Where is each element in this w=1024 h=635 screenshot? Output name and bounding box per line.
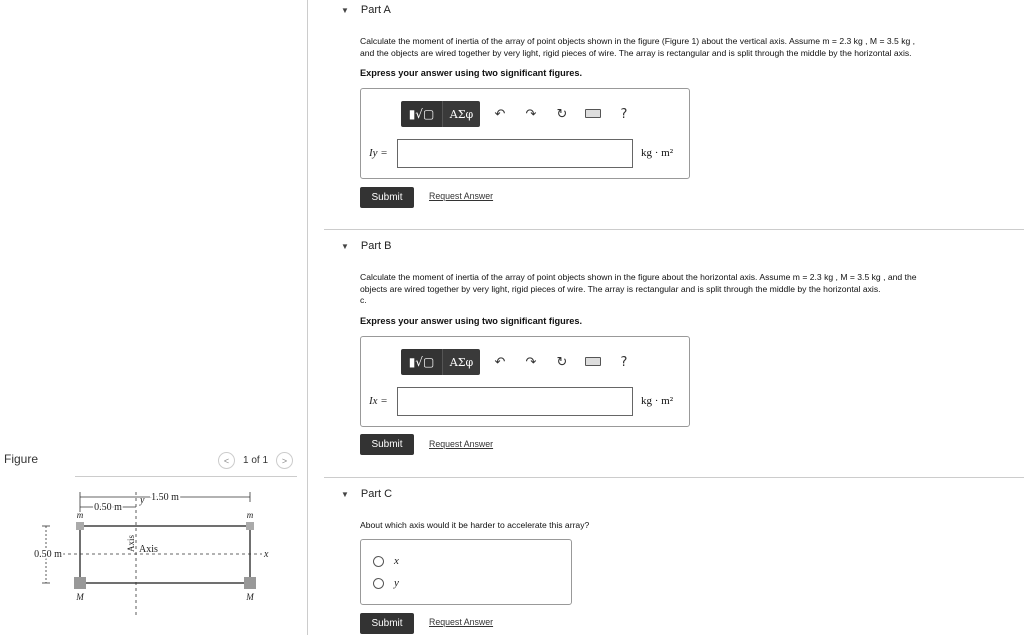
mass-large-bottom-left xyxy=(74,577,86,589)
templates-button[interactable] xyxy=(401,101,442,127)
symbols-button[interactable] xyxy=(442,101,480,127)
y-axis-label: y xyxy=(140,495,145,506)
redo-icon[interactable]: ↷ xyxy=(525,354,537,370)
chevron-right-icon: > xyxy=(281,455,288,466)
mass-large-bottom-right xyxy=(244,577,256,589)
part-b-question-line3: c. xyxy=(360,295,367,306)
dim-left-label: 0.50 m xyxy=(94,502,122,513)
part-b-question-line2: objects are wired together by very light, rigid pieces of wire. The array is rectangular and is split through the middle by the horizontal axis. xyxy=(360,283,881,294)
divider xyxy=(324,477,1024,478)
questions-panel xyxy=(309,0,1024,635)
reset-icon[interactable]: ↻ xyxy=(556,106,568,122)
part-b-label: Part B xyxy=(360,240,392,252)
figure-panel xyxy=(0,0,308,635)
mass-label-bottom-right: M xyxy=(246,592,254,602)
choice-x-label: x xyxy=(394,555,399,567)
figure-diagram xyxy=(0,485,300,615)
part-c-submit-button[interactable]: Submit xyxy=(360,613,414,634)
part-b-header[interactable] xyxy=(341,240,392,252)
radio-y[interactable] xyxy=(373,578,384,589)
symbols-button[interactable] xyxy=(442,349,480,375)
part-b-submit-button[interactable]: Submit xyxy=(360,434,414,455)
caret-down-icon: ▼ xyxy=(341,489,349,499)
divider xyxy=(324,229,1024,230)
part-b-instruction: Express your answer using two significant figures. xyxy=(360,316,583,326)
keyboard-icon[interactable] xyxy=(582,355,604,370)
mass-label-top-left: m xyxy=(76,510,84,520)
dim-side-label: 0.50 m xyxy=(34,549,62,560)
help-icon[interactable]: ? xyxy=(620,354,628,370)
part-a-toolbar xyxy=(401,101,635,127)
greek-icon: ΑΣφ xyxy=(449,355,474,369)
undo-icon[interactable]: ↶ xyxy=(494,106,506,122)
axis-label: Axis xyxy=(139,544,158,555)
part-c-choices xyxy=(360,539,572,605)
part-a-question-line2: and the objects are wired together by very light, rigid pieces of wire. The array is rectangular and is split through the middle by the horizontal axis. xyxy=(360,47,912,58)
part-a-request-answer-link[interactable]: Request Answer xyxy=(429,191,494,201)
figure-divider xyxy=(75,476,297,477)
next-figure-button[interactable] xyxy=(276,452,293,469)
part-b-question-line1: Calculate the moment of inertia of the array of point objects shown in the figure about the horizontal axis. Assume m = 2.3 kg , M = 3.5 kg , and the xyxy=(360,272,917,282)
part-a-question-line1: Calculate the moment of inertia of the array of point objects shown in the figure (Figure 1) about the vertical axis. Assume m = 2.3 kg , M = 3.5 kg , xyxy=(360,36,916,46)
choice-x[interactable] xyxy=(373,555,399,567)
choice-y-label: y xyxy=(394,577,399,589)
part-c-label: Part C xyxy=(360,488,393,500)
part-a-unit: kg · m² xyxy=(641,147,674,159)
part-c-header[interactable] xyxy=(341,488,392,500)
mass-small-top-left xyxy=(76,522,84,530)
choice-y[interactable] xyxy=(373,577,399,589)
keyboard-icon[interactable] xyxy=(582,107,604,122)
part-b-variable-label: Ix = xyxy=(369,395,388,407)
greek-icon: ΑΣφ xyxy=(449,107,474,121)
part-a-variable-label: Iy = xyxy=(369,147,388,159)
part-a-instruction: Express your answer using two significant figures. xyxy=(360,68,583,78)
chevron-left-icon: < xyxy=(223,455,230,466)
part-c-request-answer-link[interactable]: Request Answer xyxy=(429,617,494,627)
undo-icon[interactable]: ↶ xyxy=(494,354,506,370)
dim-top-label: 1.50 m xyxy=(151,492,179,503)
x-axis-label: x xyxy=(264,549,269,560)
part-a-question xyxy=(360,36,1022,59)
templates-button[interactable] xyxy=(401,349,442,375)
part-b-answer-box xyxy=(360,336,690,427)
help-icon[interactable]: ? xyxy=(620,106,628,122)
part-b-toolbar xyxy=(401,349,635,375)
mass-label-top-right: m xyxy=(246,510,254,520)
caret-down-icon: ▼ xyxy=(341,241,349,251)
figure-title: Figure xyxy=(4,452,39,466)
part-a-submit-button[interactable]: Submit xyxy=(360,187,414,208)
part-a-answer-box xyxy=(360,88,690,179)
part-b-question xyxy=(360,272,1022,307)
mass-small-top-right xyxy=(246,522,254,530)
radio-x[interactable] xyxy=(373,556,384,567)
part-c-question: About which axis would it be harder to accelerate this array? xyxy=(360,520,590,530)
vertical-axis-label: Axis xyxy=(126,534,136,552)
part-b-answer-input[interactable] xyxy=(397,387,633,416)
prev-figure-button[interactable] xyxy=(218,452,235,469)
redo-icon[interactable]: ↷ xyxy=(525,106,537,122)
array-rectangle xyxy=(80,526,250,583)
matrix-icon: ▮√▢ xyxy=(408,355,435,369)
part-a-answer-input[interactable] xyxy=(397,139,633,168)
part-a-header[interactable] xyxy=(341,4,391,16)
part-b-unit: kg · m² xyxy=(641,395,674,407)
matrix-icon: ▮√▢ xyxy=(408,107,435,121)
pager-text: 1 of 1 xyxy=(243,455,269,466)
caret-down-icon: ▼ xyxy=(341,5,349,15)
part-a-label: Part A xyxy=(360,4,391,16)
reset-icon[interactable]: ↻ xyxy=(556,354,568,370)
figure-pager xyxy=(218,452,293,469)
mass-label-bottom-left: M xyxy=(76,592,84,602)
part-b-request-answer-link[interactable]: Request Answer xyxy=(429,439,494,449)
